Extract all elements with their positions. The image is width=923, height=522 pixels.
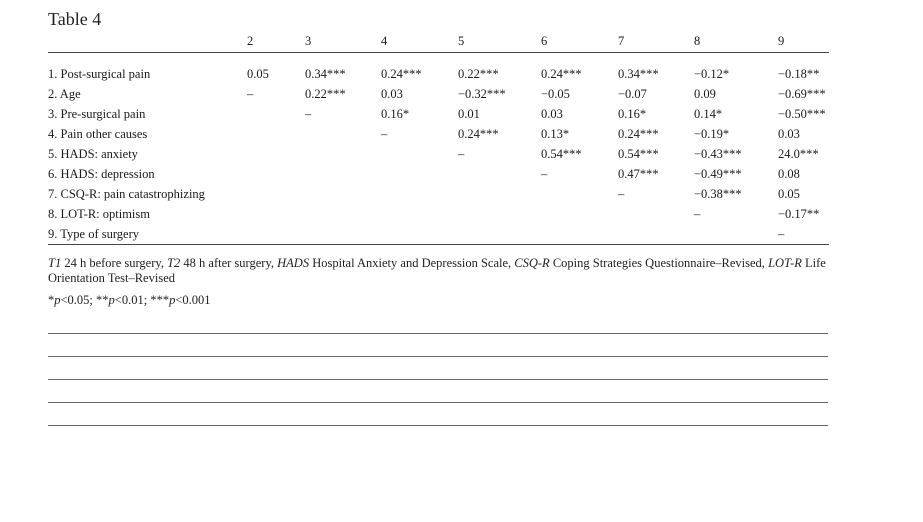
correlation-cell <box>618 224 694 245</box>
correlation-cell: 0.24*** <box>381 66 422 81</box>
table-footnote <box>48 256 838 286</box>
correlation-cell <box>381 164 458 184</box>
correlation-cell <box>694 224 778 245</box>
correlation-cell: 0.01 <box>458 106 480 121</box>
sig-stars: ** <box>96 293 109 307</box>
abbr-hads: HADS <box>277 256 310 270</box>
table-row <box>48 144 829 164</box>
correlation-cell: 0.24*** <box>618 126 659 141</box>
correlation-cell <box>458 164 541 184</box>
correlation-cell: 0.14* <box>694 106 723 121</box>
row-label: 9. Type of surgery <box>48 224 247 245</box>
footnote-text: Coping Strategies Questionnaire–Revised, <box>549 256 769 270</box>
footnote-text: 48 h after surgery, <box>180 256 278 270</box>
column-header: 6 <box>541 30 618 53</box>
correlation-cell: −0.17** <box>778 206 820 221</box>
correlation-cell: 0.47*** <box>618 166 659 181</box>
correlation-cell: 0.03 <box>778 126 800 141</box>
correlation-cell <box>458 184 541 204</box>
row-label: 6. HADS: depression <box>48 166 155 181</box>
row-label: 3. Pre-surgical pain <box>48 106 146 121</box>
column-header: 2 <box>247 30 305 53</box>
correlation-cell <box>305 204 381 224</box>
correlation-cell: 0.05 <box>247 66 269 81</box>
header-row <box>48 30 829 53</box>
abbr-t1: T1 <box>48 256 62 270</box>
correlation-cell: 0.05 <box>778 186 800 201</box>
correlation-cell: – <box>778 224 829 245</box>
column-header: 4 <box>381 30 458 53</box>
correlation-cell <box>247 144 305 164</box>
blank-line <box>48 402 828 403</box>
sig-p: p <box>169 293 176 307</box>
abbr-t2: T2 <box>167 256 181 270</box>
correlation-cell: 0.24*** <box>541 66 582 81</box>
correlation-cell: −0.18** <box>778 66 820 81</box>
table-row <box>48 104 829 124</box>
correlation-cell <box>247 104 305 124</box>
correlation-cell: 0.22*** <box>458 66 499 81</box>
correlation-cell <box>381 204 458 224</box>
correlation-cell: – <box>618 186 625 201</box>
row-label: 1. Post-surgical pain <box>48 66 151 81</box>
correlation-cell: 0.54*** <box>541 146 582 161</box>
abbr-lot: LOT-R <box>768 256 802 270</box>
blank-line <box>48 356 828 357</box>
table-title: Table 4 <box>48 9 102 29</box>
correlation-cell <box>247 124 305 144</box>
correlation-cell <box>247 164 305 184</box>
correlation-cell <box>305 164 381 184</box>
correlation-cell <box>247 224 305 245</box>
correlation-cell <box>541 184 618 204</box>
correlation-cell: −0.05 <box>541 86 570 101</box>
table-row <box>48 164 829 184</box>
footnote-text: Hospital Anxiety and Depression Scale, <box>309 256 515 270</box>
column-header: 3 <box>305 30 381 53</box>
correlation-cell: 0.16* <box>618 106 647 121</box>
table-row <box>48 204 829 224</box>
correlation-cell <box>305 144 381 164</box>
correlation-cell <box>458 224 541 245</box>
correlation-cell <box>541 204 618 224</box>
correlation-cell <box>458 204 541 224</box>
correlation-cell: −0.43*** <box>694 146 742 161</box>
table-row <box>48 124 829 144</box>
row-label: 5. HADS: anxiety <box>48 146 138 161</box>
correlation-cell: – <box>541 166 548 181</box>
correlation-cell: 0.09 <box>694 86 716 101</box>
correlation-cell <box>305 224 381 245</box>
table-row <box>48 224 829 245</box>
table-row <box>48 84 829 104</box>
correlation-cell: −0.38*** <box>694 186 742 201</box>
correlation-cell: – <box>305 106 312 121</box>
correlation-cell <box>381 224 458 245</box>
row-label: 7. CSQ-R: pain catastrophizing <box>48 186 205 201</box>
sig-stars: * <box>48 293 55 307</box>
correlation-cell <box>305 184 381 204</box>
sig-threshold: <0.001 <box>175 293 211 307</box>
footnote-text: 24 h before surgery, <box>61 256 168 270</box>
correlation-cell: 0.08 <box>778 166 800 181</box>
blank-line <box>48 379 828 380</box>
column-header: 9 <box>778 30 829 53</box>
column-header: 8 <box>694 30 778 53</box>
correlation-cell: – <box>247 86 254 101</box>
correlation-cell <box>305 124 381 144</box>
correlation-cell <box>247 204 305 224</box>
correlation-cell: 0.03 <box>381 86 403 101</box>
row-label: 8. LOT-R: optimism <box>48 206 150 221</box>
sig-p: p <box>54 293 61 307</box>
sig-p: p <box>108 293 115 307</box>
table-row <box>48 184 829 204</box>
correlation-cell <box>247 184 305 204</box>
correlation-cell: 0.13* <box>541 126 570 141</box>
correlation-cell: – <box>694 206 701 221</box>
footnote-text: Life Orientation Test–Revised <box>48 256 826 285</box>
column-header: 5 <box>458 30 541 53</box>
correlation-cell <box>618 204 694 224</box>
row-label: 2. Age <box>48 86 81 101</box>
table-row <box>48 64 829 84</box>
correlation-cell: −0.50*** <box>778 106 826 121</box>
row-label: 4. Pain other causes <box>48 126 148 141</box>
correlation-cell: – <box>458 146 465 161</box>
correlation-cell: 0.34*** <box>305 66 346 81</box>
header-blank <box>48 30 247 53</box>
sig-stars: *** <box>150 293 170 307</box>
correlation-cell: 0.03 <box>541 106 563 121</box>
correlation-cell: 0.54*** <box>618 146 659 161</box>
blank-line <box>48 425 828 426</box>
correlation-cell: −0.12* <box>694 66 730 81</box>
correlation-cell: 0.34*** <box>618 66 659 81</box>
sig-threshold: <0.01; <box>114 293 151 307</box>
correlation-cell: 0.16* <box>381 106 410 121</box>
significance-legend <box>48 293 211 308</box>
correlation-cell: −0.32*** <box>458 86 506 101</box>
correlation-cell <box>381 184 458 204</box>
correlation-cell: −0.07 <box>618 86 647 101</box>
correlation-table <box>48 30 829 245</box>
correlation-cell <box>541 224 618 245</box>
correlation-cell: −0.19* <box>694 126 730 141</box>
correlation-cell: −0.69*** <box>778 86 826 101</box>
correlation-cell: 0.22*** <box>305 86 346 101</box>
correlation-cell: 0.24*** <box>458 126 499 141</box>
abbr-csq: CSQ-R <box>514 256 550 270</box>
correlation-cell: 24.0*** <box>778 146 819 161</box>
correlation-cell <box>381 144 458 164</box>
correlation-cell: −0.49*** <box>694 166 742 181</box>
blank-line <box>48 333 828 334</box>
correlation-cell: – <box>381 126 388 141</box>
column-header: 7 <box>618 30 694 53</box>
sig-threshold: <0.05; <box>60 293 97 307</box>
